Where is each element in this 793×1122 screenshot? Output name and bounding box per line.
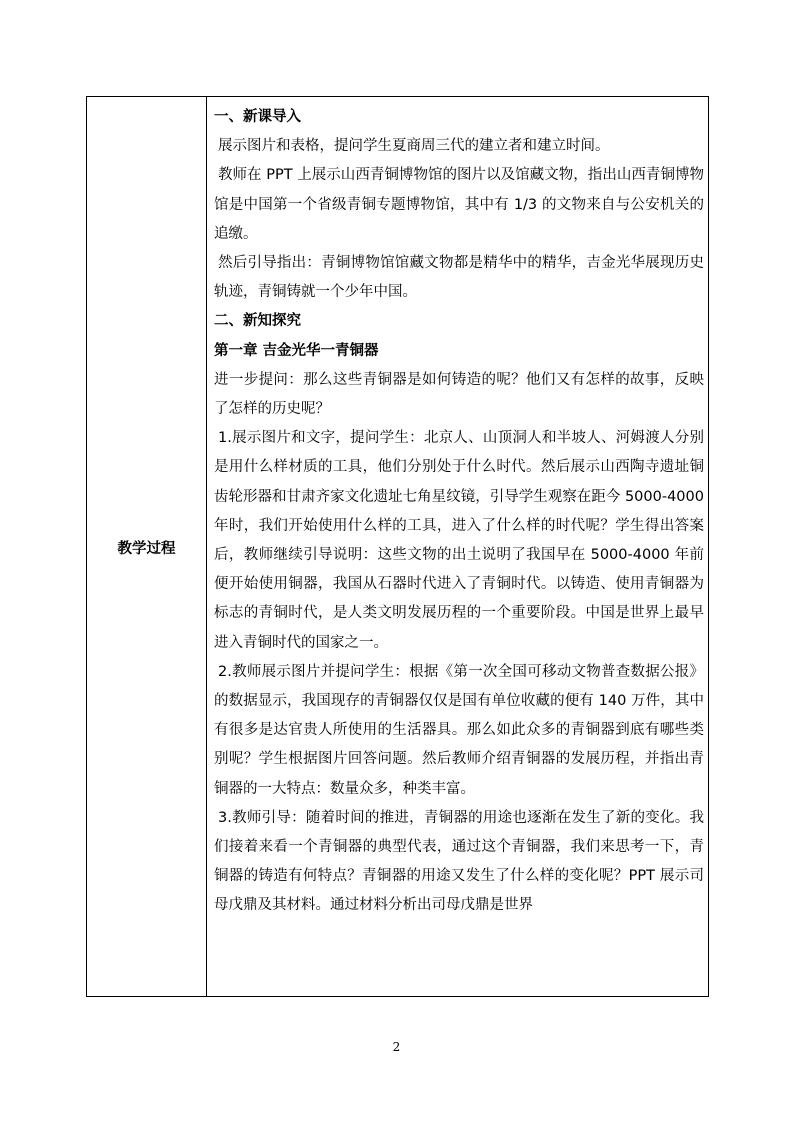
heading-new-lesson-intro: 一、新课导入 (214, 109, 301, 125)
paragraph: 然后引导指出：青铜博物馆馆藏文物都是精华中的精华，吉金光华展现历史轨迹，青铜铸就一个少年中国。 (214, 255, 704, 301)
paragraph: 教师在 PPT 上展示山西青铜博物馆的图片以及馆藏文物，指出山西青铜博物馆是中国第一个省级青铜专题博物馆，其中有 1/3 的文物来自与公安机关的追缴。 (214, 167, 704, 242)
paragraph: 进一步提问：那么这些青铜器是如何铸造的呢？他们又有怎样的故事，反映了怎样的历史呢？ (214, 371, 704, 418)
lesson-table (86, 96, 709, 997)
paragraph: 3.教师引导：随着时间的推进，青铜器的用途也逐渐在发生了新的变化。我们接着来看一个青铜器的典型代表，通过这个青铜器，我们来思考一下，青铜器的铸造有何特点？青铜器的用途又发生了什么样的变化呢？PPT 展示司母戊鼎及其材料。通过材料分析出司母戊鼎是世界 (214, 809, 704, 914)
paragraph: 展示图片和表格，提问学生夏商周三代的建立者和建立时间。 (218, 138, 610, 155)
section-label: 教学过程 (117, 541, 176, 557)
heading-new-knowledge: 二、新知探究 (214, 313, 301, 330)
paragraph: 2.教师展示图片并提问学生：根据《第一次全国可移动文物普查数据公报》的数据显示，我国现存的青铜器仅仅是国有单位收藏的便有 140 万件，其中有很多是达官贵人所使用的生活器具。那么如此众多的青铜器到底有哪些类别呢？学生根据图片回答问题。然后教师介绍青铜器的发展历程，并指出青铜器的一大特点：数量众多，种类丰富。 (214, 663, 704, 797)
content-cell (208, 97, 708, 996)
section-label-cell (87, 97, 207, 996)
paragraph: 1.展示图片和文字，提问学生：北京人、山顶洞人和半坡人、河姆渡人分别是用什么样材质的工具，他们分别处于什么时代。然后展示山西陶寺遗址铜齿轮形器和甘肃齐家文化遗址七角星纹镜，引导学生观察在距今 5000-4000 年时，我们开始使用什么样的工具，进入了什么样的时代呢？学生得出答案后，教师继续引导说明：这些文物的出土说明了我国早在 5000-4000 年前便开始使用铜器，我国从石器时代进入了青铜时代。以铸造、使用青铜器为标志的青铜时代，是人类文明发展历程的一个重要阶段。中国是世界上最早进入青铜时代的国家之一。 (214, 430, 704, 651)
page-number: 2 (392, 1040, 401, 1054)
heading-chapter-one: 第一章 吉金光华一青铜器 (214, 342, 379, 359)
